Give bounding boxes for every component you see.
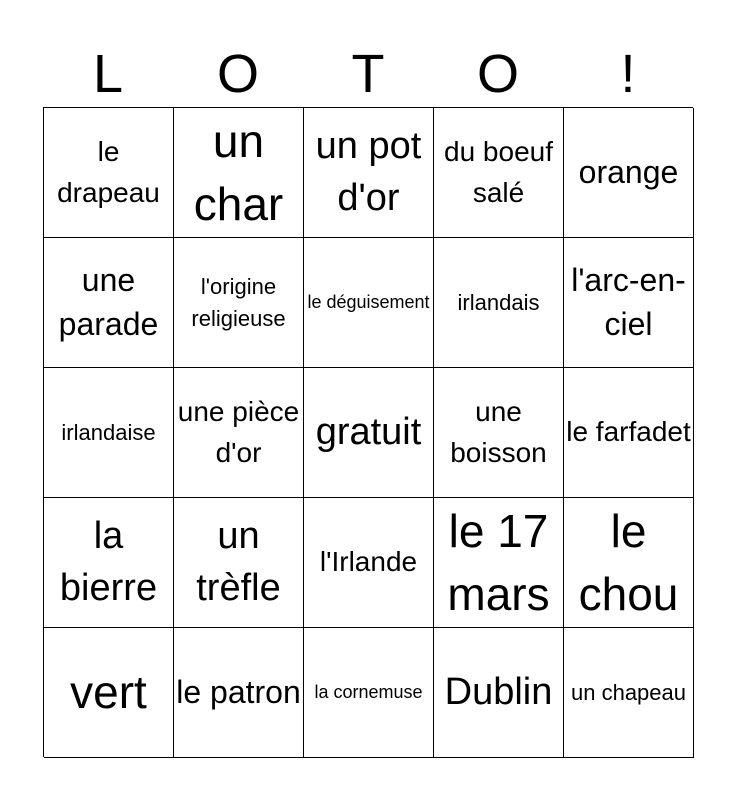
bingo-cell[interactable] — [44, 498, 174, 628]
bingo-cell[interactable] — [304, 238, 434, 368]
bingo-cell[interactable] — [304, 498, 434, 628]
cell-label: l'arc-en-ciel — [571, 262, 686, 342]
bingo-cell[interactable] — [564, 238, 694, 368]
bingo-cell[interactable] — [174, 628, 304, 758]
title-letter: L — [92, 44, 124, 104]
bingo-cell[interactable] — [304, 108, 434, 238]
cell-label: le drapeau — [57, 135, 160, 208]
cell-label: une boisson — [450, 395, 547, 468]
bingo-cell[interactable] — [434, 238, 564, 368]
bingo-cell[interactable] — [434, 498, 564, 628]
bingo-cell[interactable] — [434, 628, 564, 758]
bingo-cell[interactable] — [44, 628, 174, 758]
cell-label: gratuit — [315, 410, 422, 453]
cell-label: la bierre — [59, 515, 158, 609]
bingo-cell[interactable] — [44, 368, 174, 498]
cell-label: la cornemuse — [314, 682, 423, 702]
cell-label: une parade — [58, 262, 159, 342]
bingo-cell[interactable] — [564, 368, 694, 498]
title-letter: O — [216, 44, 259, 104]
bingo-cell[interactable] — [174, 368, 304, 498]
bingo-cell[interactable] — [174, 108, 304, 238]
cell-label: le patron — [176, 673, 301, 710]
bingo-cell[interactable] — [304, 628, 434, 758]
bingo-board — [43, 107, 693, 757]
cell-label: le farfadet — [566, 416, 691, 448]
title-letter: O — [476, 44, 519, 104]
cell-label: le déguisement — [307, 292, 430, 312]
cell-label: un char — [193, 115, 284, 230]
bingo-cell[interactable] — [174, 498, 304, 628]
cell-label: le 17 mars — [447, 505, 550, 620]
bingo-cell[interactable] — [564, 498, 694, 628]
bingo-cell[interactable] — [44, 238, 174, 368]
cell-label: orange — [578, 153, 679, 190]
cell-label: irlandais — [457, 289, 540, 315]
cell-label: du boeuf salé — [444, 135, 553, 208]
bingo-cell[interactable] — [434, 108, 564, 238]
bingo-cell[interactable] — [564, 108, 694, 238]
bingo-cell[interactable] — [44, 108, 174, 238]
bingo-cell[interactable] — [564, 628, 694, 758]
title-letter: ! — [620, 44, 636, 104]
bingo-cell[interactable] — [434, 368, 564, 498]
cell-label: l'origine religieuse — [191, 273, 286, 331]
cell-label: Dublin — [444, 670, 553, 713]
cell-label: un chapeau — [571, 679, 686, 705]
cell-label: l'Irlande — [319, 546, 418, 578]
cell-label: un trèfle — [196, 515, 281, 609]
cell-label: le chou — [578, 505, 679, 620]
bingo-cell[interactable] — [304, 368, 434, 498]
cell-label: irlandaise — [61, 419, 156, 445]
cell-label: un pot d'or — [315, 125, 422, 219]
cell-label: vert — [70, 666, 147, 719]
bingo-title — [43, 40, 693, 108]
cell-label: une pièce d'or — [177, 395, 300, 468]
bingo-cell[interactable] — [174, 238, 304, 368]
title-letter: T — [351, 44, 385, 104]
